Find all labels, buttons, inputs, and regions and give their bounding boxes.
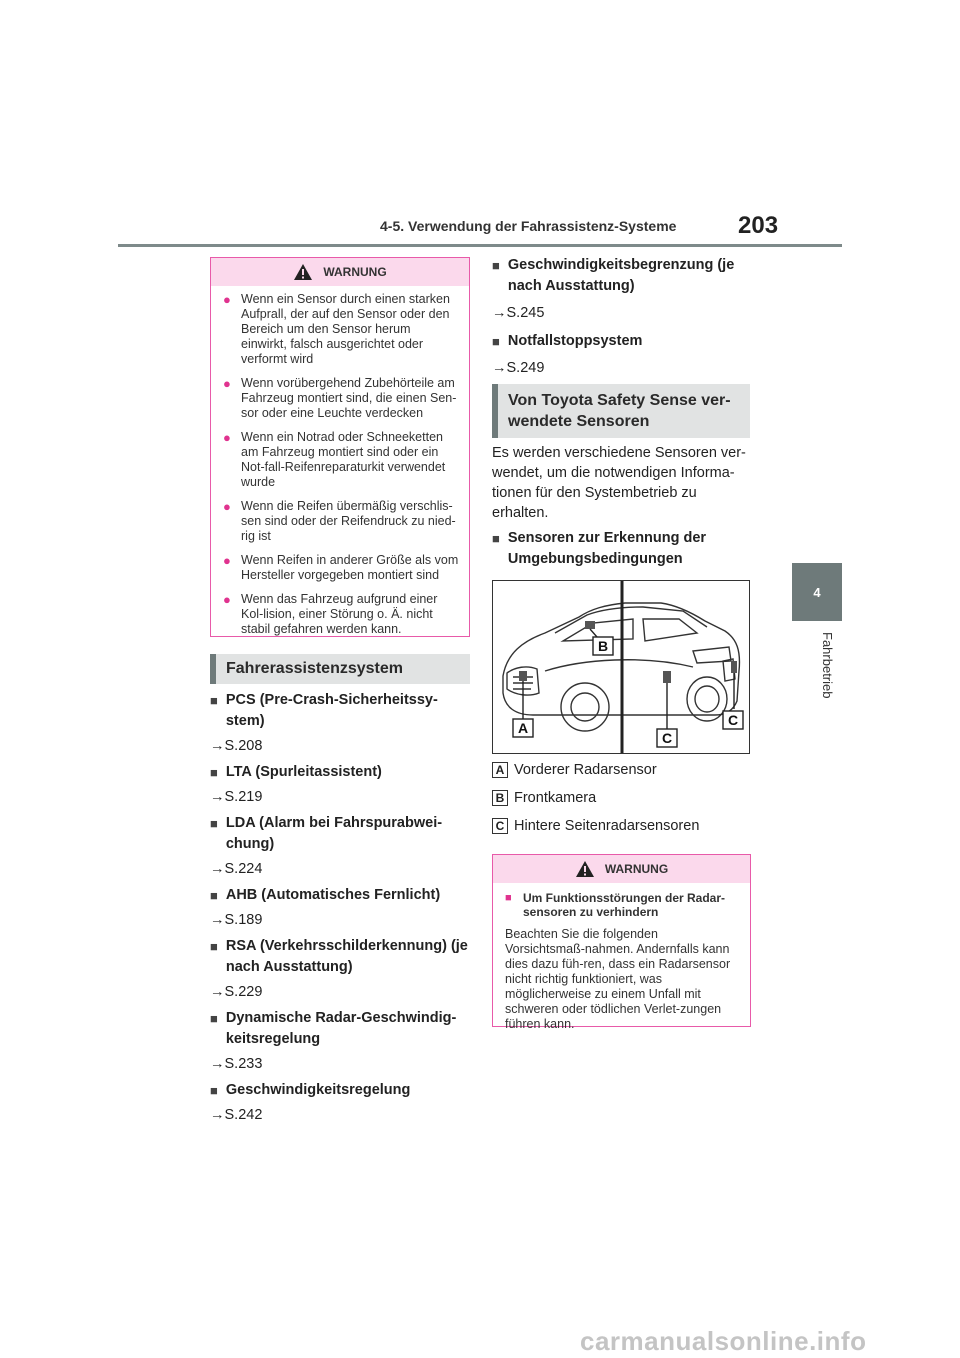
list-item: ■ RSA (Verkehrsschilderkennung) (je nach Ausstattung) →S.229 (210, 936, 470, 1000)
warning-item: ● Wenn die Reifen übermäßig verschlis-sen sind oder der Reifendruck zu nied-rig ist (223, 499, 456, 543)
warning-heading: WARNUNG (323, 265, 387, 279)
bullet-dot-icon: ● (223, 592, 231, 607)
warning-item-list (211, 286, 469, 654)
warning-item: ● Wenn Reifen in anderer Größe als vom Hersteller vorgegeben montiert sind (223, 553, 459, 582)
bullet-dot-icon: ● (223, 499, 231, 514)
list-item: ■ Dynamische Radar-Geschwindig-keitsregelung →S.233 (210, 1008, 470, 1072)
chapter-tab-number: 4 (792, 563, 842, 621)
page-reference-link[interactable]: →S.249 (492, 360, 545, 376)
figure-legend (492, 762, 752, 834)
warning-item: ● Wenn ein Notrad oder Schneeketten am Fahrzeug montiert sind oder ein Not-fall-Reifenreparaturkit verwendet wurde (223, 430, 446, 489)
intro-paragraph: Es werden verschiedene Sensoren ver-wendet, um die notwendigen Informa-tionen für den Systembetrieb zu erhalten. (492, 445, 746, 521)
warning-subheading: ■ Um Funktionsstörungen der Radar-sensoren zu verhindern (505, 891, 726, 919)
warning-triangle-icon (293, 263, 313, 281)
warning-item: ● Wenn ein Sensor durch einen starken Aufprall, der auf den Sensor oder den Bereich um den Sensor herum einwirkt, falsch ausgerichtet oder verformt wird (223, 292, 450, 366)
bullet-square-icon: ■ (505, 892, 512, 904)
page-reference-link[interactable]: →S.233 (210, 1056, 263, 1072)
bullet-square-icon: ■ (492, 334, 500, 349)
footer-watermark: carmanualsonline.info (580, 1326, 867, 1356)
page-reference-link[interactable]: →S.189 (210, 912, 263, 928)
list-item: ■ LDA (Alarm bei Fahrspurabwei-chung) →S.224 (210, 813, 470, 877)
bullet-square-icon: ■ (210, 939, 218, 954)
warning-heading: WARNUNG (604, 862, 669, 876)
warning-box-radar (492, 854, 751, 1031)
list-item: ■ Geschwindigkeitsregelung →S.242 (210, 1080, 470, 1123)
warning-box-sensors (210, 257, 470, 637)
legend-item: B Frontkamera (492, 790, 752, 806)
section-heading-sensoren: Von Toyota Safety Sense ver- wendete Sensoren (492, 384, 750, 438)
legend-key: B (492, 790, 508, 806)
bullet-dot-icon: ● (223, 430, 231, 445)
page-reference-link[interactable]: →S.224 (210, 861, 263, 877)
bullet-square-icon: ■ (492, 531, 500, 546)
legend-key: C (492, 818, 508, 834)
bullet-dot-icon: ● (223, 553, 231, 568)
page-reference-link[interactable]: →S.219 (210, 789, 263, 805)
warning-body: Beachten Sie die folgenden Vorsichtsmaß-nahmen. Andernfalls kann dies dazu füh-ren, dass ein Radarsensor nicht richtig funktioniert, was möglicherweise zu einem Unfall mit schweren oder tödlichen Verlet-zungen führen kann. (505, 927, 731, 1031)
bullet-square-icon: ■ (210, 765, 218, 780)
figure-label-c: C (661, 730, 673, 746)
legend-key: A (492, 762, 508, 778)
list-item: ■ PCS (Pre-Crash-Sicherheitssy-stem) →S.208 (210, 690, 470, 754)
bullet-dot-icon: ● (223, 376, 231, 391)
figure-label-c: C (727, 712, 739, 728)
page-number: 203 (738, 212, 779, 239)
bullet-square-icon: ■ (210, 1083, 218, 1098)
warning-item: ● Wenn vorübergehend Zubehörteile am Fahrzeug montiert sind, die einen Sen-sor oder eine Leuchte verdecken (223, 376, 457, 420)
list-item: ■ Notfallstoppsystem →S.249 (492, 331, 752, 376)
bullet-square-icon: ■ (210, 693, 218, 708)
sensor-location-figure (492, 580, 750, 754)
page-reference-link[interactable]: →S.242 (210, 1107, 263, 1123)
page-reference-link[interactable]: →S.208 (210, 738, 263, 754)
list-item: ■ Geschwindigkeitsbegrenzung (je nach Ausstattung) →S.245 (492, 255, 752, 321)
system-list-right (492, 255, 752, 376)
system-list-left (210, 690, 470, 1131)
warning-header (211, 258, 469, 286)
sensors-subheading: ■ Sensoren zur Erkennung der Umgebungsbedingungen (492, 528, 752, 570)
page-reference-link[interactable]: →S.229 (210, 984, 263, 1000)
car-illustration (493, 581, 749, 753)
warning-item: ● Wenn das Fahrzeug aufgrund einer Kol-lision, einer Störung o. Ä. nicht stabil gefahren werden kann. (223, 592, 438, 636)
bullet-square-icon: ■ (210, 1011, 218, 1026)
legend-item: A Vorderer Radarsensor (492, 762, 752, 778)
warning-triangle-icon (575, 860, 595, 878)
bullet-square-icon: ■ (210, 888, 218, 903)
figure-label-b: B (597, 638, 609, 654)
legend-item: C Hintere Seitenradarsensoren (492, 818, 752, 834)
bullet-dot-icon: ● (223, 292, 231, 307)
section-heading-fahrerassistenz: Fahrerassistenzsystem (210, 654, 470, 684)
warning-header (493, 855, 750, 883)
bullet-square-icon: ■ (492, 258, 500, 273)
figure-label-a: A (517, 720, 529, 736)
list-item: ■ LTA (Spurleitassistent) →S.219 (210, 762, 470, 805)
page-reference-link[interactable]: →S.245 (492, 305, 545, 321)
chapter-tab-label: Fahrbetrieb (820, 632, 835, 699)
bullet-square-icon: ■ (210, 816, 218, 831)
running-header-section: 4-5. Verwendung der Fahrassistenz-Systeme (380, 218, 677, 234)
header-rule (118, 244, 842, 247)
list-item: ■ AHB (Automatisches Fernlicht) →S.189 (210, 885, 470, 928)
